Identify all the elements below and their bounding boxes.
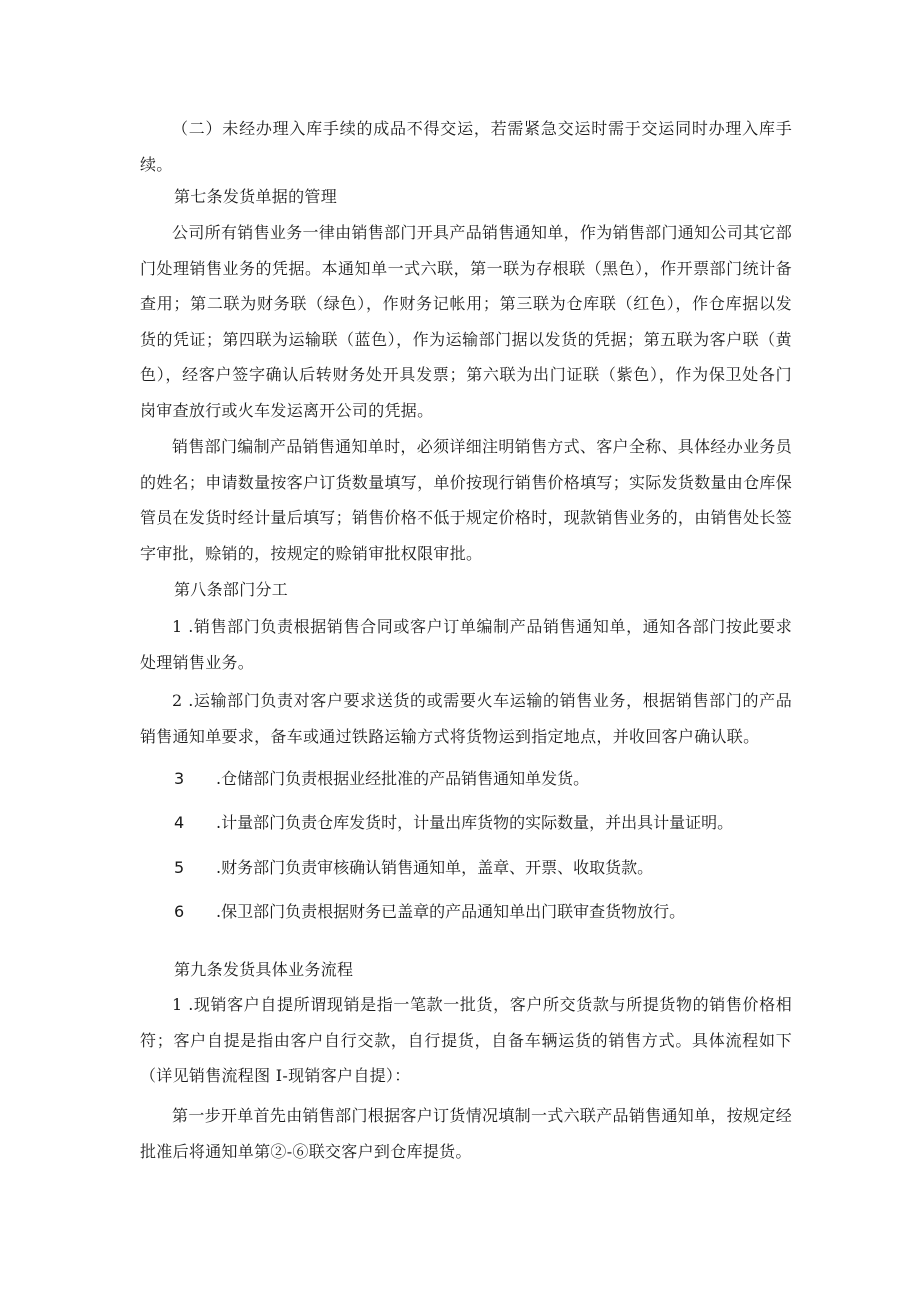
paragraph-intake-requirement: （二）未经办理入库手续的成品不得交运，若需紧急交运时需于交运同时办理入库手续。 bbox=[140, 119, 792, 174]
article-7-paragraph-2: 销售部门编制产品销售通知单时，必须详细注明销售方式、客户全称、具体经办业务员的姓名；申请数量按客户订货数量填写，单价按现行销售价格填写；实际发货数量由仓库保管员在发货时经计量后填写；销售价格不低于规定价格时，现款销售业务的，由销售处长签字审批，赊销的，按规定的赊销审批权限审批。 bbox=[140, 437, 793, 563]
item-text: .财务部门负责审核确认销售通知单，盖章、开票、收取货款。 bbox=[216, 858, 654, 877]
article-9-step-1: 第一步开单首先由销售部门根据客户订货情况填制一式六联产品销售通知单，按规定经批准后将通知单第②-⑥联交客户到仓库提货。 bbox=[140, 1106, 792, 1161]
item-text: .保卫部门负责根据财务已盖章的产品通知单出门联审查货物放行。 bbox=[216, 902, 686, 921]
article-8-item-2: 2 .运输部门负责对客户要求送货的或需要火车运输的销售业务，根据销售部门的产品销售通知单要求，备车或通过铁路运输方式将货物运到指定地点，并收回客户确认联。 bbox=[140, 691, 792, 746]
item-text: .仓储部门负责根据业经批准的产品销售通知单发货。 bbox=[216, 769, 590, 788]
item-number: 3 bbox=[174, 769, 185, 788]
article-8-item-1: 1 .销售部门负责根据销售合同或客户订单编制产品销售通知单，通知各部门按此要求处理销售业务。 bbox=[140, 617, 792, 672]
item-number: 5 bbox=[174, 858, 185, 877]
article-7-title: 第七条发货单据的管理 bbox=[174, 187, 338, 206]
item-number: 6 bbox=[174, 902, 185, 921]
item-text: .计量部门负责仓库发货时，计量出库货物的实际数量，并出具计量证明。 bbox=[216, 813, 734, 832]
item-number: 4 bbox=[174, 813, 185, 832]
article-9-item-1: 1 .现销客户自提所谓现销是指一笔款一批货，客户所交货款与所提货物的销售价格相符；客户自提是指由客户自行交款，自行提货，自备车辆运货的销售方式。具体流程如下（详见销售流程图 I-现销客户自提）： bbox=[140, 995, 792, 1086]
article-8-title: 第八条部门分工 bbox=[174, 580, 289, 599]
article-7-paragraph-1: 公司所有销售业务一律由销售部门开具产品销售通知单，作为销售部门通知公司其它部门处理销售业务的凭据。本通知单一式六联，第一联为存根联（黑色），作开票部门统计备查用；第二联为财务联（绿色），作财务记帐用；第三联为仓库联（红色），作仓库据以发货的凭证；第四联为运输联（蓝色），作为运输部门据以发货的凭据；第五联为客户联（黄色），经客户签字确认后转财务处开具发票；第六联为出门证联（紫色），作为保卫处各门岗审查放行或火车发运离开公司的凭据。 bbox=[140, 223, 792, 420]
article-9-title: 第九条发货具体业务流程 bbox=[174, 960, 354, 979]
